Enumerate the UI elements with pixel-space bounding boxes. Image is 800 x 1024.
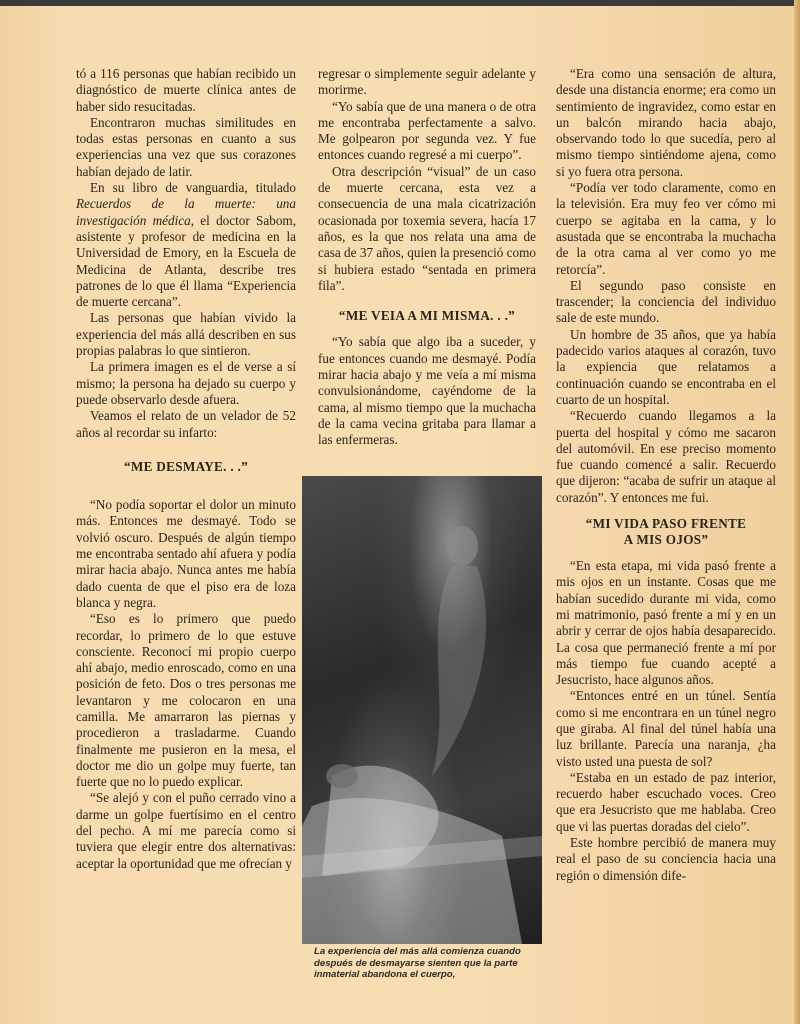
paragraph: Un hombre de 35 años, que ya había padecido varios ataques al corazón, tuvo la expiencia que relatamos a continuación cuando se encontraba en el cuarto de un hospital. (556, 326, 776, 407)
column-2 (318, 66, 536, 449)
photo-illustration (302, 476, 542, 944)
paragraph: “Eso es lo primero que puedo recordar, lo primero de lo que estuve consciente. Reconocí mi propio cuerpo ahí abajo, medio enroscado, como en una posición de feto. Dos o tres personas me levantaron y me colocaron en una camilla. Me amarraron las piernas y procedieron a trasladarme. Cuando finalmente me pusieron en la mesa, el doctor me dio un golpe muy fuerte, tan fuerte que no lo puedo explicar. (76, 611, 296, 790)
paragraph: regresar o simplemente seguir adelante y morirme. (318, 66, 536, 98)
paragraph: “Estaba en un estado de paz interior, recuerdo haber escuchado voces. Creo que era Jesucristo que me hablaba. Creo que vi las puertas doradas del cielo”. (556, 769, 776, 834)
book-title: Recuerdos de la muerte: una investigación médica (76, 196, 296, 228)
paragraph: Este hombre percibió de manera muy real el paso de su conciencia hacia una región o dimensión dife- (556, 835, 776, 883)
paragraph: Veamos el relato de un velador de 52 años al recordar su infarto: (76, 408, 296, 440)
paragraph: “Yo sabía que de una manera o de otra me encontraba perfectamente a salvo. Me golpearon por segunda vez. Y fue entonces cuando regresé a mi cuerpo”. (318, 98, 536, 163)
paragraph: “Entonces entré en un túnel. Sentía como si me encontrara en un túnel negro que giraba. Al final del túnel había una luz brillante. Parecía una naranja, ¿ha visto usted una puesta de sol? (556, 688, 776, 769)
photo-caption: La experiencia del más allá comienza cuando después de desmayarse sienten que la parte inmaterial abandona el cuerpo, (314, 946, 521, 980)
paragraph: Otra descripción “visual” de un caso de muerte cercana, esta vez a consecuencia de una mala cicatrización ocasionada por toxemia severa, hacía 17 años, es la que nos relata una ama de casa de 37 años, quien la presenció como si hubiera estado “sentada en primera fila”. (318, 163, 536, 293)
paragraph: “Podía ver todo claramente, como en la televisión. Era muy feo ver cómo mi cuerpo se agitaba en la cama, y lo asustada que se encontraba la muchacha de la otra cama al ver como yo me retorcía”. (556, 180, 776, 277)
heading-line: A MIS OJOS” (623, 532, 709, 548)
column-3 (556, 66, 776, 884)
paragraph: Las personas que habían vivido la experiencia del más allá describen en sus propias palabras lo que sintieron. (76, 310, 296, 359)
paragraph: “No podía soportar el dolor un minuto más. Entonces me desmayé. Todo se volvió oscuro. Después de algún tiempo me encontraba sentado ahí afuera y podía mirar hacia abajo. Nunca antes me había dado cuenta de que el piso era de loza blanca y negra. (76, 497, 296, 610)
top-border (0, 0, 800, 6)
paragraph: La primera imagen es el de verse a sí mismo; la persona ha dejado su cuerpo y puede observarlo desde afuera. (76, 359, 296, 407)
paragraph: “Recuerdo cuando llegamos a la puerta del hospital y cómo me sacaron del automóvil. En ese preciso momento fue cuando comencé a salir. Recuerdo que dijeron: “acaba de sufrir un ataque al corazón”. Y entonces me fui. (556, 408, 776, 505)
paragraph: “Se alejó y con el puño cerrado vino a darme un golpe fuertísimo en el centro del pecho. A mí me parecía como si tuviera que elegir entre dos alternativas: aceptar la oportunidad que me ofrecían y (76, 790, 296, 871)
text-span: , el doctor Sabom, asistente y profesor de medicina en la Universidad de Emory, en la Escuela de Medicina de Atlanta, describe tres patrones de lo que él llama “Experiencia de muerte cercana”. (76, 212, 296, 310)
page-edge (794, 0, 800, 1024)
paragraph: tó a 116 personas que habían recibido un diagnóstico de muerte clínica antes de haber sido resucitadas. (76, 66, 296, 114)
paragraph (76, 180, 296, 310)
article-photo (302, 476, 542, 944)
paragraph: Encontraron muchas similitudes en todas estas personas en cuanto a sus experiencias una vez que sus corazones habían dejado de latir. (76, 114, 296, 179)
text-span: En su libro de vanguardia, titulado (90, 180, 296, 196)
section-heading: “ME DESMAYE. . .” (123, 458, 249, 474)
paragraph: “En esta etapa, mi vida pasó frente a mis ojos en un instante. Cosas que me habían sucedido durante mi vida, como mi matrimonio, pasó frente a mí y en un abrir y cerrar de ojos había desaparecido. La cosa que permaneció frente a mí por más tiempo fue cuando acepté a Jesucristo, hace algunos años. (556, 558, 776, 688)
paragraph: “Era como una sensación de altura, desde una distancia enorme; era como un sentimiento de ingravidez, como estar en un balcón mirando hacia abajo, observando todo lo que sucedía, pero al mismo tiempo sintiéndome ajena, como si yo fuera otra persona. (556, 66, 776, 179)
heading-line: “MI VIDA PASO FRENTE (585, 516, 747, 532)
section-heading (556, 516, 776, 548)
section-heading: “ME VEIA A MI MISMA. . .” (338, 308, 516, 324)
paragraph: El segundo paso consiste en trascender; la conciencia del individuo sale de este mundo. (556, 277, 776, 326)
column-1 (76, 66, 296, 872)
paragraph: “Yo sabía que algo iba a suceder, y fue entonces cuando me desmayé. Podía mirar hacia abajo y me veía a mí misma convulsionándome, cayéndome de la cama, al mismo tiempo que la muchacha de la cama vecina gritaba para llamar a las enfermeras. (318, 334, 536, 448)
